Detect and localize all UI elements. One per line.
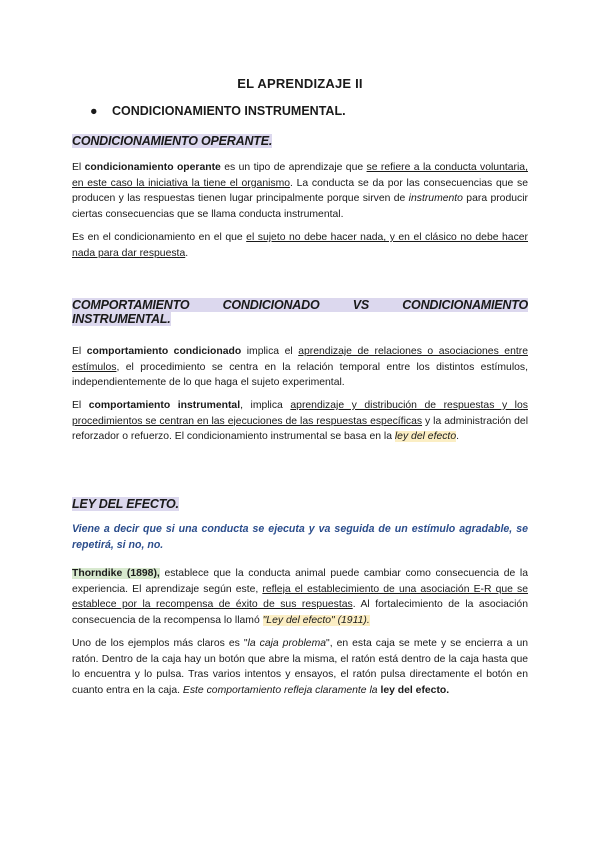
section-heading-operante: CONDICIONAMIENTO OPERANTE. [72,134,273,148]
paragraph-operante-comparison: Es en el condicionamiento en el que el sujeto no debe hacer nada, y en el clásico no debe hacer nada para dar respuesta. [72,232,529,259]
paragraph-comportamiento-condicionado: El comportamiento condicionado implica el aprendizaje de relaciones o asociaciones entre estímulos, el procedimiento se centra en la relación temporal entre los distintos estímulos, independientemente de lo que haga el sujeto experimental. [72,346,528,388]
section-heading-ley-efecto: LEY DEL EFECTO. [72,497,179,511]
paragraph-comportamiento-instrumental: El comportamiento instrumental, implica aprendizaje y distribución de respuestas y los procedimientos se centran en las ejecuciones de las respuestas específicas y la administración del reforzador o refuerzo. El condicionamiento instrumental se basa en la ley del efecto. [72,400,529,442]
bullet-icon: ● [90,104,98,118]
bullet-item [90,104,346,118]
document-title: EL APRENDIZAJE II [237,76,363,91]
bullet-text: CONDICIONAMIENTO INSTRUMENTAL. [112,104,346,118]
section-heading-comparison: COMPORTAMIENTO CONDICIONADO VS CONDICIONAMIENTO INSTRUMENTAL. [72,298,528,326]
paragraph-caja-problema: Uno de los ejemplos más claros es "la caja problema", en esta caja se mete y se encierra a un ratón. Dentro de la caja hay un botón que abre la misma, el ratón está dentro de la caja hasta que lo encuentra y lo pulsa. Tras varios intentos y ensayos, el ratón pulsa directamente el botón en cuanto entra en la caja. Este comportamiento refleja claramente la ley del efecto. [72,638,529,696]
paragraph-operante-definition: El condicionamiento operante es un tipo de aprendizaje que se refiere a la conducta voluntaria, en este caso la iniciativa la tiene el organismo. La conducta se da por las consecuencias que se producen y las respuestas tienen lugar principalmente porque sirven de instrumento para producir ciertas consecuencias que se llama conducta instrumental. [72,162,528,220]
quote-ley-efecto: Viene a decir que si una conducta se ejecuta y va seguida de un estímulo agradable, se repetirá, si no, no. [72,523,528,551]
paragraph-thorndike: Thorndike (1898), establece que la conducta animal puede cambiar como consecuencia de la experiencia. El aprendizaje según este, refleja el establecimiento de una asociación E-R que se establece por la recompensa de éxito de sus respuestas. Al fortalecimiento de la asociación consecuencia de la recompensa lo llamó "Ley del efecto" (1911). [72,568,529,626]
